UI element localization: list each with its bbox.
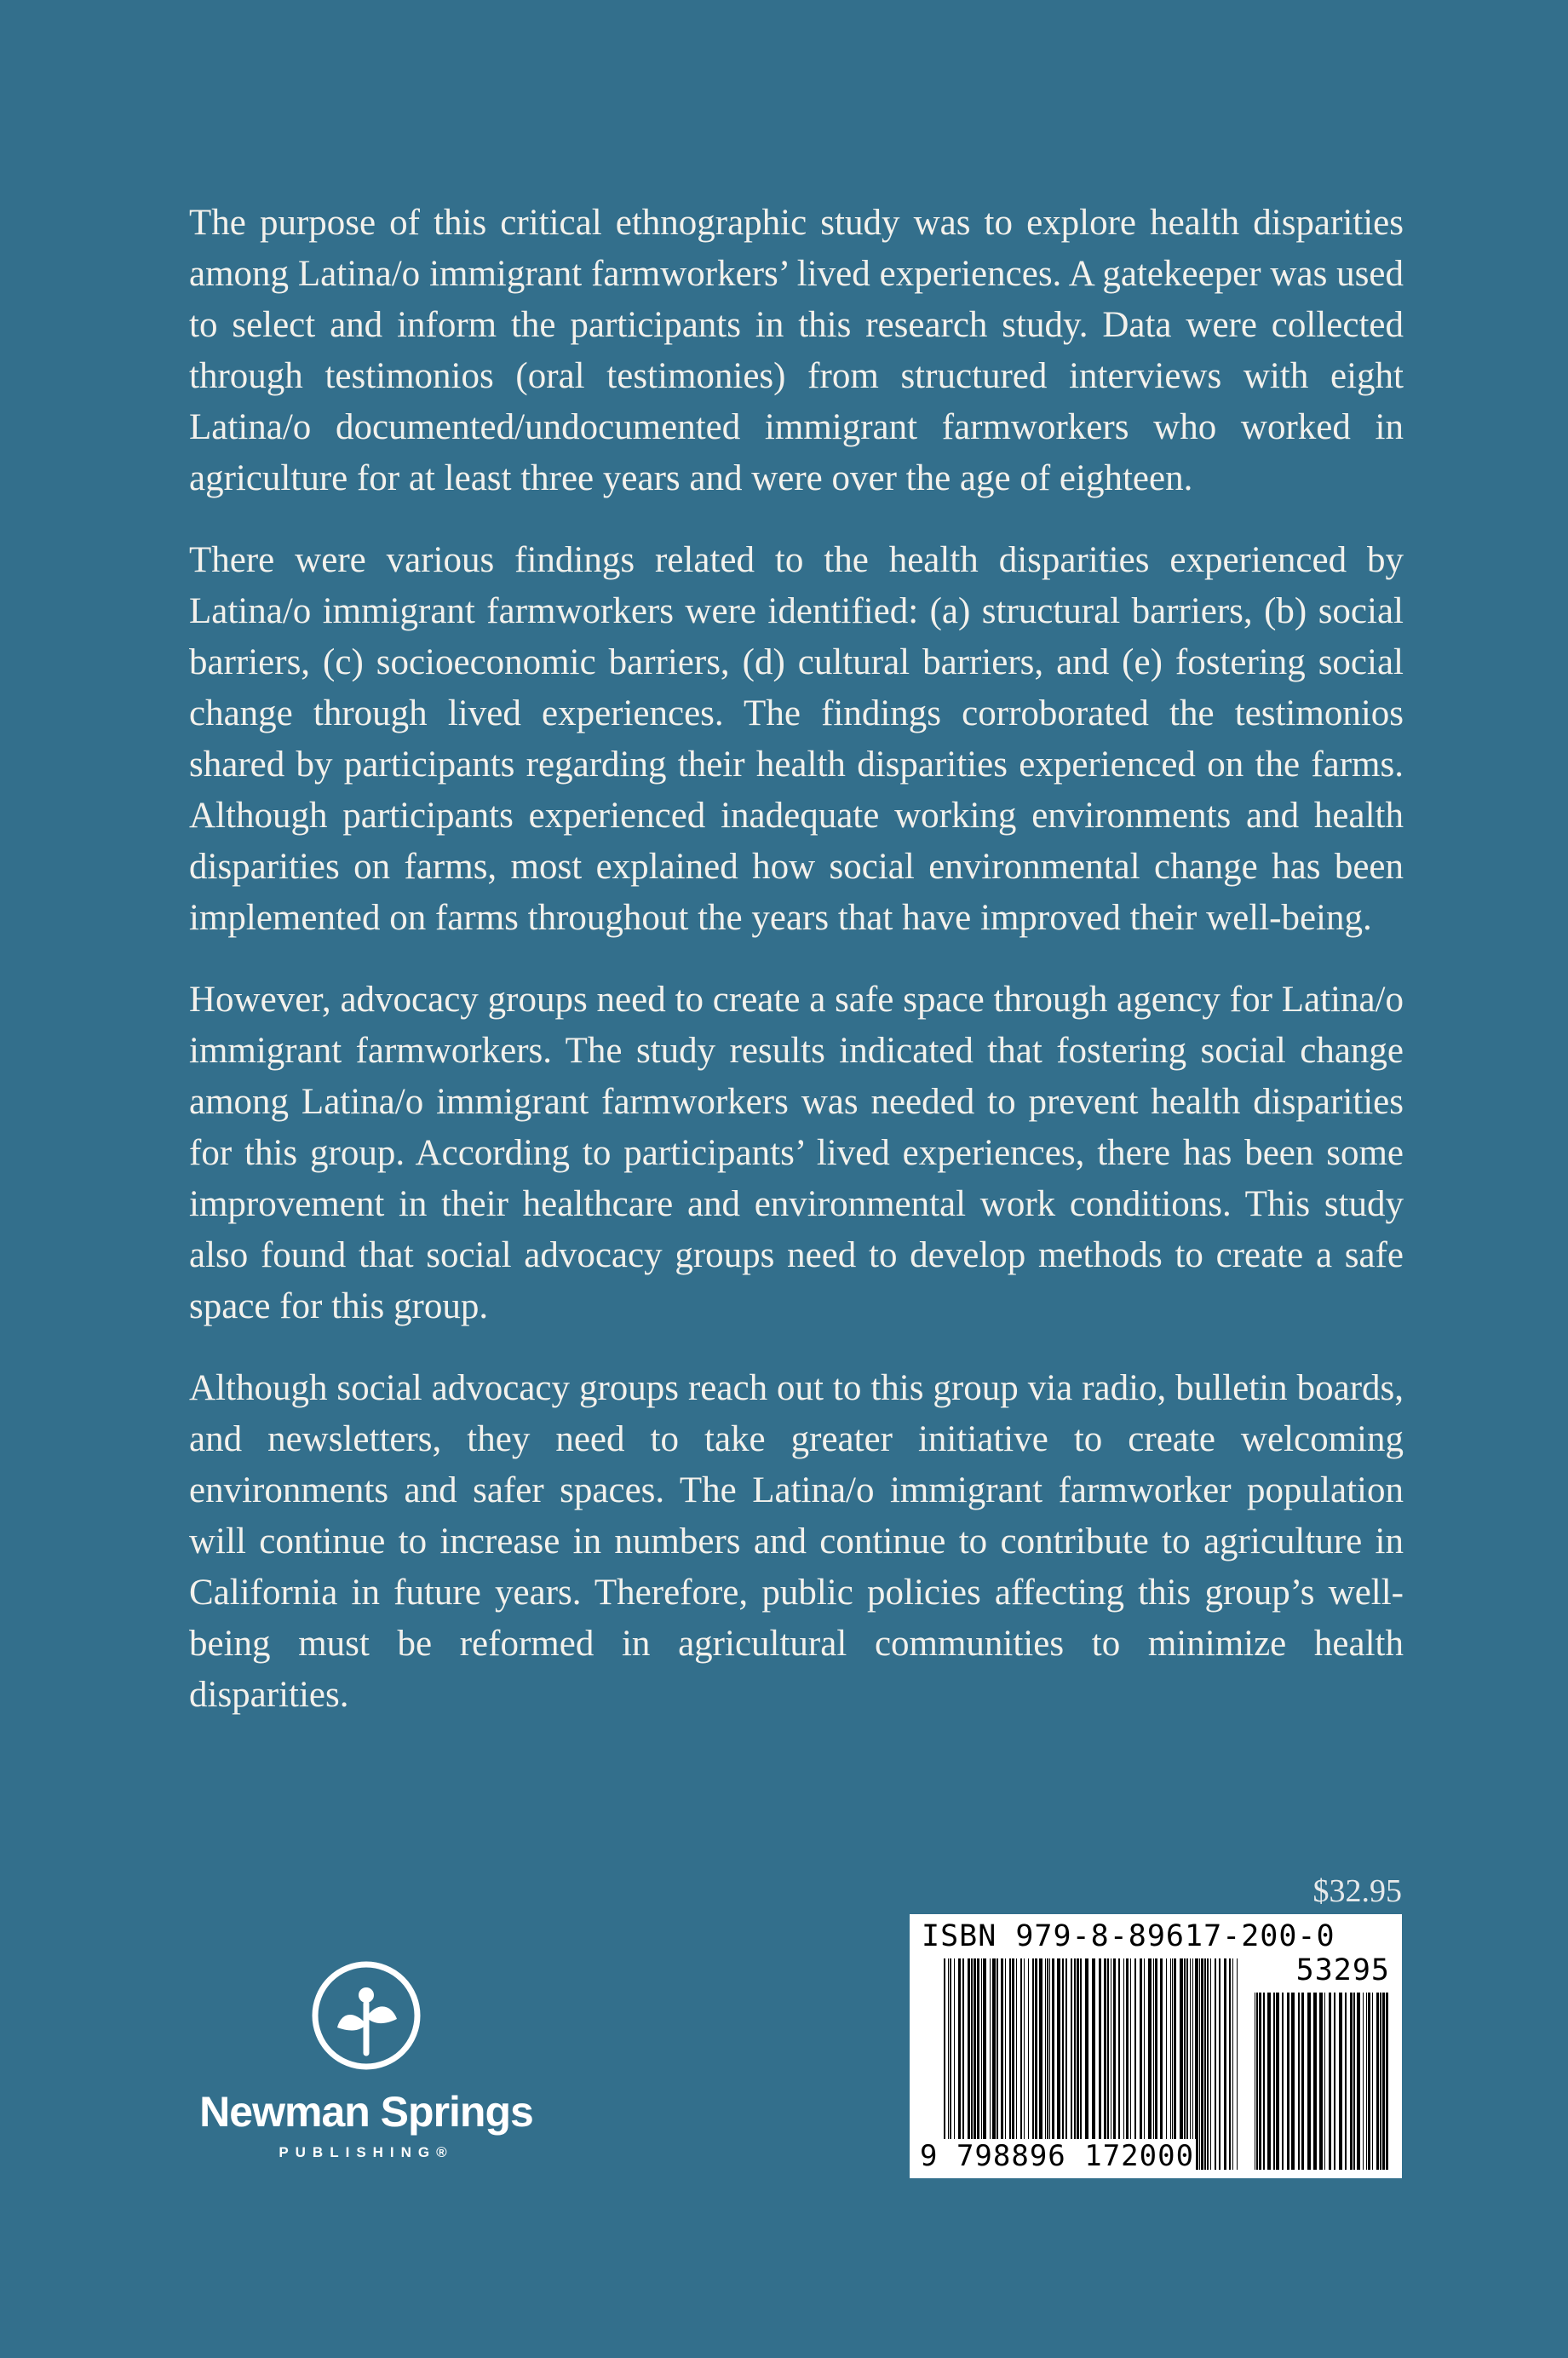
price-code: 53295 — [1295, 1953, 1390, 1987]
price-label: $32.95 — [1312, 1873, 1402, 1909]
ean-digits: 9 798896 172000 — [920, 2139, 1195, 2173]
blurb-paragraph-2: There were various findings related to the health disparities experienced by Latina/o immigrant farmworkers were identified: (a) structural barriers, (b) social barriers, (c) socioeconomic barriers, (d) cultural barriers, and (e) fostering social change through lived experiences. The findings corroborated the testimonios shared by participants regarding their health disparities experienced on the farms. Although participants experienced inadequate working environments and health disparities on farms, most explained how social environmental change has been implemented on farms throughout the years that have improved their well-being. — [189, 540, 1404, 938]
blurb-paragraph-4: Although social advocacy groups reach out to this group via radio, bulletin boards, and newsletters, they need to take greater initiative to create welcoming environments and safer spaces. The Latina/o immigrant farmworker population will continue to increase in numbers and continue to contribute to agriculture in California in future years. Therefore, public policies affecting this group’s well-being must be reformed in agricultural communities to minimize health disparities. — [189, 1368, 1404, 1715]
sprout-circle-icon — [307, 1953, 426, 2079]
isbn-label: ISBN 979-8-89617-200-0 — [922, 1919, 1335, 1953]
blurb-paragraph-3: However, advocacy groups need to create a safe space through agency for Latina/o immigrant farmworkers. The study results indicated that fostering social change among Latina/o immigrant farmworkers was needed to prevent health disparities for this group. According to participants’ lived experiences, there has been some improvement in their healthcare and environmental work conditions. This study also found that social advocacy groups need to develop methods to create a safe space for this group. — [189, 980, 1404, 1326]
publisher-logo — [170, 1951, 562, 2172]
blurb-text — [189, 198, 1404, 1751]
publisher-name: Newman Springs — [199, 2088, 533, 2136]
barcode-box — [910, 1914, 1402, 2178]
blurb-paragraph-1: The purpose of this critical ethnographic study was to explore health disparities among Latina/o immigrant farmworkers’ lived experiences. A gatekeeper was used to select and inform the participants in this research study. Data were collected through testimonios (oral testimonies) from structured interviews with eight Latina/o documented/undocumented immigrant farmworkers who worked in agriculture for at least three years and were over the age of eighteen. — [189, 203, 1404, 498]
publisher-sub: PUBLISHING® — [279, 2144, 454, 2160]
